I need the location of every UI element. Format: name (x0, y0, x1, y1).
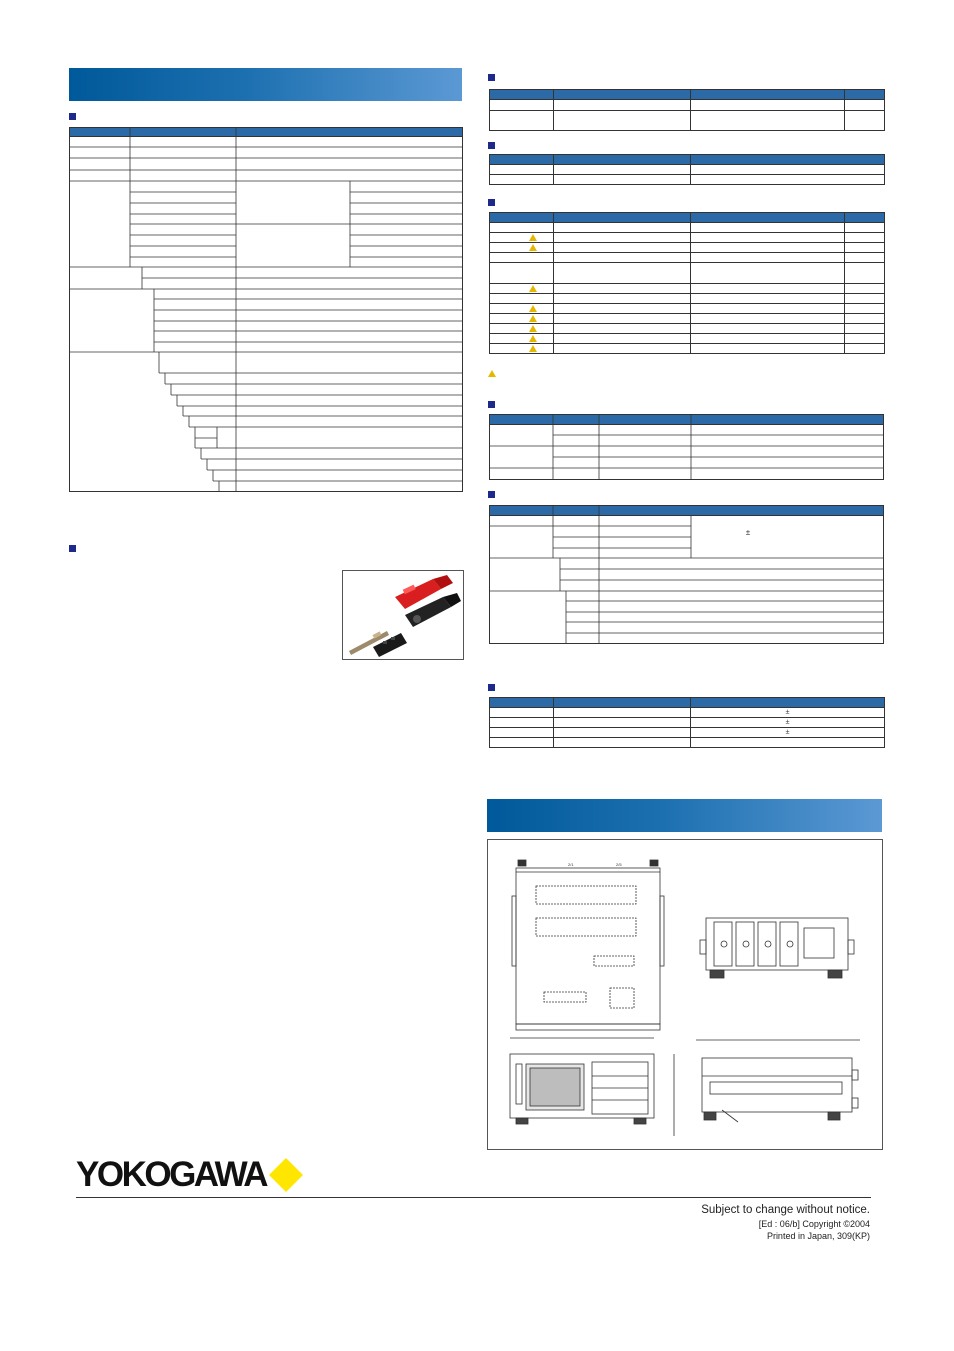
spec-table-3 (489, 212, 885, 354)
dimension-drawings (487, 839, 883, 1150)
section-bullet-icon (488, 74, 495, 81)
top-view-drawing (512, 860, 664, 1030)
dimension-label: 2/1 (568, 862, 574, 867)
section-bullet-icon (488, 684, 495, 691)
plus-minus-symbol: ± (691, 728, 885, 738)
dimensions-section-banner (487, 799, 882, 832)
rear-view-drawing (700, 918, 854, 978)
warning-icon (529, 345, 537, 352)
plus-minus-symbol: ± (691, 708, 885, 718)
section-bullet-icon (488, 199, 495, 206)
plus-minus-symbol: ± (745, 528, 751, 537)
section-bullet-icon (488, 142, 495, 149)
logo-text: YOKOGAWA (76, 1155, 267, 1194)
plus-minus-symbol: ± (691, 718, 885, 728)
spec-table-2 (489, 154, 885, 185)
footer-edition: [Ed : 06/b] Copyright ©2004 (758, 1219, 870, 1229)
section-bullet-icon (69, 545, 76, 552)
table-grid (69, 127, 463, 492)
accessory-photo (342, 570, 464, 660)
warning-icon (529, 285, 537, 292)
logo-diamond-icon (268, 1157, 304, 1193)
warning-icon (529, 244, 537, 251)
spec-table-6 (489, 697, 885, 748)
warning-icon (529, 325, 537, 332)
side-view-drawing (696, 1040, 860, 1122)
warning-icon (529, 234, 537, 241)
front-view-drawing (510, 1038, 674, 1136)
section-bullet-icon (488, 491, 495, 498)
spec-table-1 (489, 89, 885, 131)
section-bullet-icon (69, 113, 76, 120)
warning-icon (529, 335, 537, 342)
spec-table-4 (489, 414, 885, 480)
warning-icon (529, 315, 537, 322)
footer-printed: Printed in Japan, 309(KP) (766, 1231, 870, 1241)
warning-note-icon (488, 370, 496, 377)
footer-divider (76, 1197, 871, 1198)
spec-table-5 (489, 505, 885, 645)
section-bullet-icon (488, 401, 495, 408)
model-suffix-code-table (69, 127, 465, 493)
yokogawa-logo (76, 1155, 316, 1195)
left-section-banner (69, 68, 462, 101)
footer-notice: Subject to change without notice. (701, 1204, 870, 1216)
warning-icon (529, 305, 537, 312)
dimension-label: 2/5 (616, 862, 622, 867)
